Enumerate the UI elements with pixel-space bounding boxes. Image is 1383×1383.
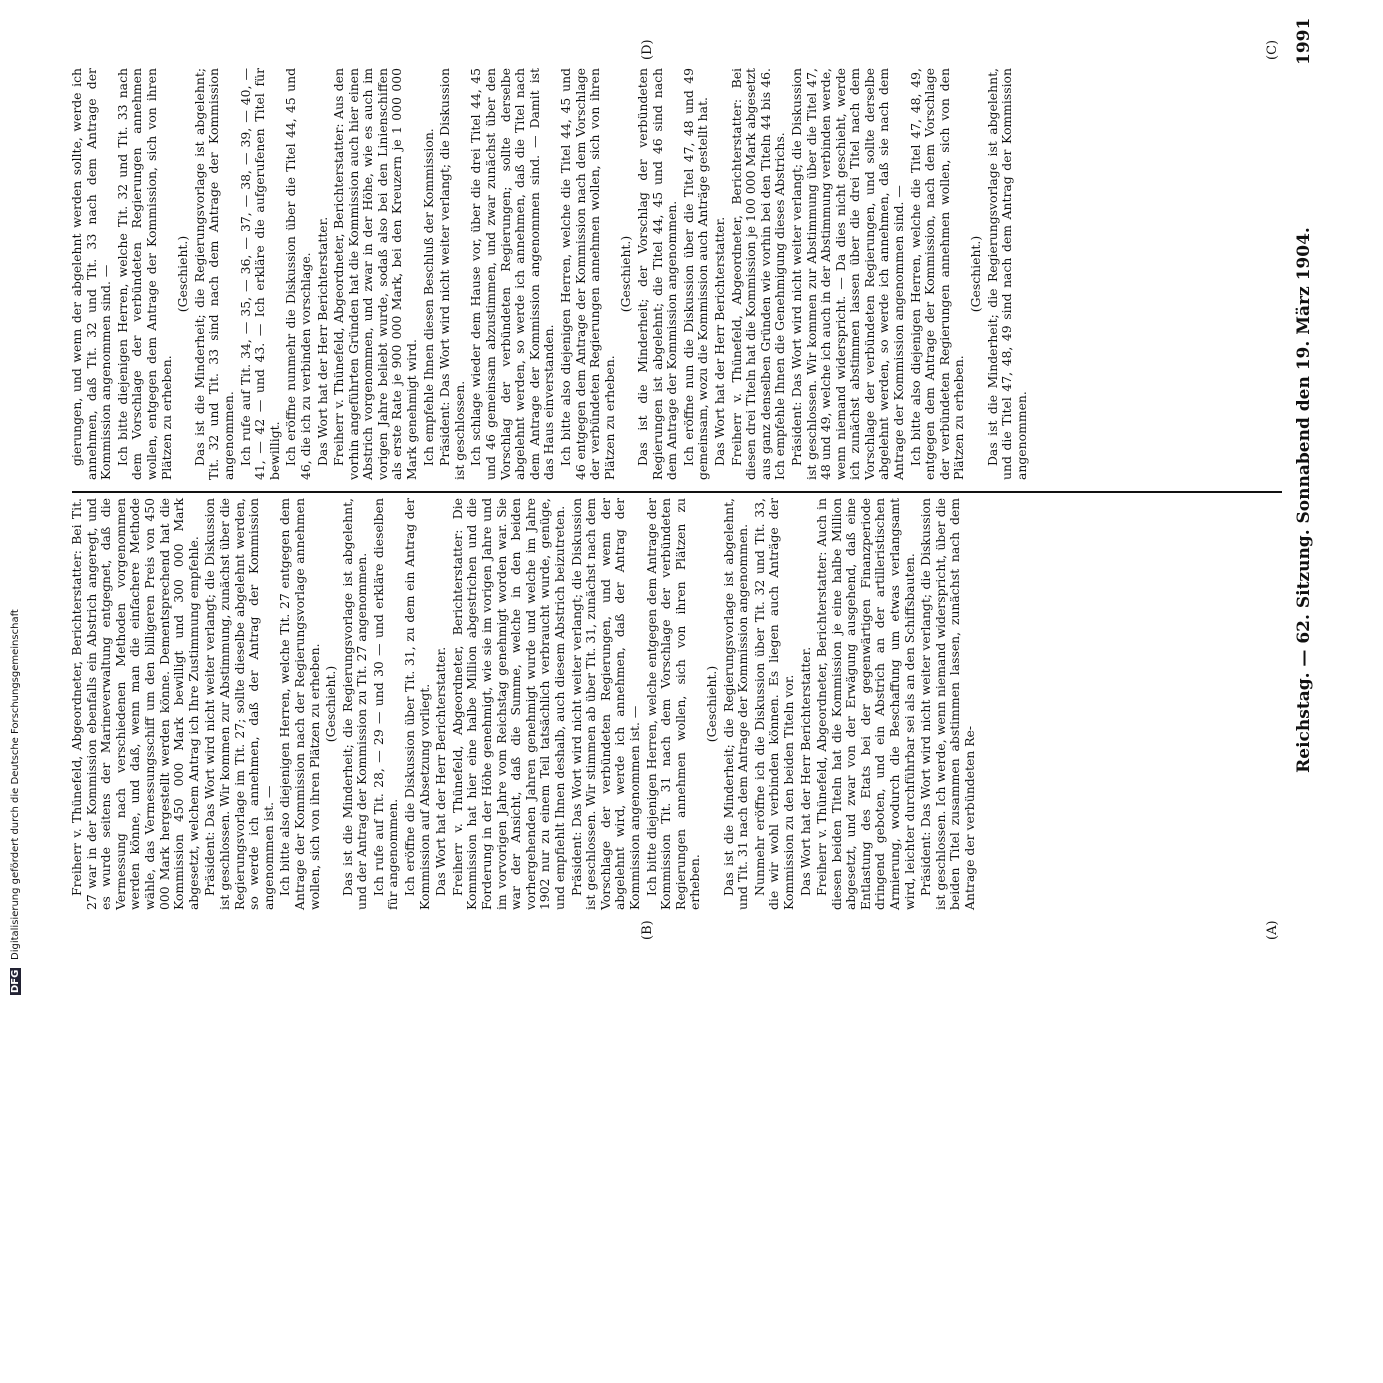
left-paragraph: Präsident: Das Wort wird nicht weiter verlangt; die Diskussion ist geschlossen. Wir stimmen ab über Tit. 31, zunächst nach dem Vorschlage der verbündeten Regierungen, und wenn der abgelehnt wird, werde ich annehmen, daß der Antrag der Kommission angenommen ist. — [568,498,642,910]
right-paragraph: (Geschieht.) [175,235,191,313]
right-paragraph: Das ist die Minderheit; der Vorschlag der verbündeten Regierungen ist abgelehnt; die Titel 44, 45 und 46 sind nach dem Antrage der Kommission angenommen. [634,68,680,480]
margin-marker-b: (B) [640,920,655,940]
left-paragraph: (Geschieht.) [703,665,719,743]
right-paragraph: (Geschieht.) [618,235,634,313]
header-title: Reichstag. — 62. Sitzung. Sonnabend den 19. März 1904. [1294,227,1314,773]
margin-marker-c: (C) [1265,39,1280,60]
footer-text: Digitalisierung gefördert durch die Deutsche Forschungsgemeinschaft [10,609,21,960]
left-paragraph: Das Wort hat der Herr Berichterstatter. [433,646,449,896]
left-paragraph: Ich rufe auf Tit. 28, — 29 — und 30 — und erkläre dieselben für angenommen. [370,498,401,910]
right-paragraph: Ich bitte also diejenigen Herren, welche die Titel 47, 48, 49, entgegen dem Antrage der Kommission, nach dem Vorschlage der verbündeten Regierungen annehmen wollen, sich von den Plätzen zu erheben. [907,68,967,480]
margin-marker-a: (A) [1265,920,1280,940]
left-paragraph: Das ist die Minderheit; die Regierungsvorlage ist abgelehnt, und Tit. 31 nach dem Antrage der Kommission angenommen. [720,498,751,910]
right-paragraph: Ich bitte diejenigen Herren, welche Tit. 32 und Tit. 33 nach dem Vorschlage der verbündeten Regierungen annehmen wollen, entgegen dem Antrage der Kommission, sich von ihren Plätzen zu erheben. [114,68,174,480]
left-paragraph: Freiherr v. Thünefeld, Abgeordneter, Berichterstatter: Bei Tit. 27 war in der Kommission ebenfalls ein Abstrich angeregt, und es wurde seitens der Marineverwaltung entgegnet, daß die Vermessung nach verschiedenen Methoden vorgenommen werden könne, und daß, wenn man die einfachere Methode wähle, das Vermessungsschiff um den billigeren Preis von 450 000 Mark hergestellt werden könne. Dementsprechend hat die Kommission 450 000 Mark bewilligt und 300 000 Mark abgesetzt, welchem Antrag ich Ihre Zustimmung empfehle. [69,498,201,910]
left-paragraph: Präsident: Das Wort wird nicht weiter verlangt; die Diskussion ist geschlossen. Ich werde, wenn niemand widerspricht, über die beiden Titel zusammen abstimmen lassen, zunächst nach dem Antrage der verbündeten Re- [918,498,978,910]
right-paragraph: Das Wort hat der Herr Berichterstatter. [314,216,330,466]
left-paragraph: Das ist die Minderheit; die Regierungsvorlage ist abgelehnt, und der Antrag der Kommission zu Tit. 27 angenommen. [339,498,370,910]
page-number: 1991 [1294,17,1314,65]
left-paragraph: Nunmehr eröffne ich die Diskussion über Tit. 32 und Tit. 33, die wir wohl verbinden können. Es liegen auch Anträge der Kommission zu den beiden Titeln vor. [751,498,796,910]
right-paragraph: Ich eröffne nun die Diskussion über die Titel 47, 48 und 49 gemeinsam, wozu die Kommission auch Anträge gestellt hat. [680,68,711,480]
left-paragraph: (Geschieht.) [323,665,339,743]
left-paragraph: Freiherr v. Thünefeld, Abgeordneter, Berichterstatter: Die Kommission hat hier eine halbe Million abgestrichen und die Forderung in der Höhe genehmigt, wie sie im vorigen Jahre und im vorvorigen Jahre vom Reichstag genehmigt worden war. Sie war der Ansicht, daß die Summe, welche in den beiden vorhergehenden Jahren genehmigt wurde und welche im Jahre 1902 nur zu einem Teil tatsächlich verbraucht wurde, genüge, und empfiehlt Ihnen deshalb, auch diesem Abstrich beizutreten. [449,498,567,910]
right-paragraph: Das ist die Minderheit; die Regierungsvorlage ist abgelehnt, und die Titel 47, 48, 49 sind nach dem Antrag der Kommission angenommen. [984,68,1029,480]
right-paragraph: Präsident: Das Wort wird nicht weiter verlangt; die Diskussion ist geschlossen. [437,68,467,480]
right-paragraph: gierungen, und wenn der abgelehnt werden sollte, werde ich annehmen, daß Tit. 32 und Tit. 33 nach dem Antrage der Kommission angenommen sind. — [69,68,114,480]
right-paragraph: Das Wort hat der Herr Berichterstatter. [711,216,727,466]
text-column-right [70,68,1280,480]
left-paragraph: Das Wort hat der Herr Berichterstatter. [797,646,813,896]
left-paragraph: Präsident: Das Wort wird nicht weiter verlangt; die Diskussion ist geschlossen. Wir kommen zur Abstimmung, zunächst über die Regierungsvorlage im Tit. 27; sollte dieselbe abgelehnt werden, so werde ich annehmen, daß der Antrag der Kommission angenommen ist. — [202,498,276,910]
page-header [1288,0,1324,1000]
right-paragraph: Ich rufe auf Tit. 34, — 35, — 36, — 37, — 38, — 39, — 40, — 41, — 42 — und 43. — Ich erkläre die aufgerufenen Titel für bewilligt. [237,68,282,480]
right-paragraph: Das ist die Minderheit; die Regierungsvorlage ist abgelehnt; Tit. 32 und Tit. 33 sind nach dem Antrage der Kommission angenommen. [191,68,236,480]
footer-credit [4,0,24,1383]
left-paragraph: Ich eröffne die Diskussion über Tit. 31, zu dem ein Antrag der Kommission auf Absetzung vorliegt. [402,498,432,910]
left-paragraph: Freiherr v. Thünefeld, Abgeordneter, Berichterstatter: Auch in diesen beiden Titeln hat die Kommission je eine halbe Million abgesetzt, und zwar von der Erwägung ausgehend, daß eine Entlastung des Etats bei der gegenwärtigen Finanzperiode dringend geboten, und ein Abstrich an der artilleristischen Armierung, wodurch die Beschaffung um etwas verlangsamt wird, leichter durchführbar sei als an den Schiffsbauten. [814,498,917,910]
right-paragraph: Ich schlage wieder dem Hause vor, über die drei Titel 44, 45 und 46 gemeinsam abzustimmen, und zwar zunächst über den Vorschlag der verbündeten Regierungen; sollte derselbe abgelehnt werden, so werde ich annehmen, daß die Titel nach dem Antrage der Kommission angenommen sind. — Damit ist das Haus einverstanden. [468,68,557,480]
left-paragraph: Ich bitte also diejenigen Herren, welche Tit. 27 entgegen dem Antrage der Kommission nach der Regierungsvorlage annehmen wollen, sich von ihren Plätzen zu erheben. [277,498,322,910]
right-paragraph: Freiherr v. Thünefeld, Abgeordneter, Berichterstatter: Bei diesen drei Titeln hat die Kommission je 100 000 Mark abgesetzt aus ganz denselben Gründen wie vorhin bei den Titeln 44 bis 46. Ich empfehle Ihnen die Genehmigung dieses Abstrichs. [728,68,788,480]
text-column-left [70,498,1280,910]
right-paragraph: Ich empfehle Ihnen diesen Beschluß der Kommission. [420,128,436,466]
right-paragraph: Ich eröffne nunmehr die Diskussion über die Titel 44, 45 und 46, die ich zu verbinden vorschlage. [283,68,313,480]
right-paragraph: Freiherr v. Thünefeld, Abgeordneter, Berichterstatter: Aus den vorhin angeführten Gründen hat die Kommission auch hier einen Abstrich vorgenommen, und zwar in der Höhe, wie es auch im vorigen Jahre beliebt wurde, sodaß also bei den Linienschiffen als erste Rate je 900 000 Mark, bei den Kreuzern je 1 000 000 Mark genehmigt wird. [331,68,420,480]
column-divider [72,491,1282,493]
left-paragraph: Ich bitte diejenigen Herren, welche entgegen dem Antrage der Kommission Tit. 31 nach dem Vorschlage der verbündeten Regierungen annehmen wollen, sich von ihren Plätzen zu erheben. [643,498,703,910]
margin-marker-d: (D) [640,39,655,60]
right-paragraph: Ich bitte also diejenigen Herren, welche die Titel 44, 45 und 46 entgegen dem Antrage der Kommission nach dem Vorschlage der verbündeten Regierungen annehmen wollen, sich von ihren Plätzen zu erheben. [558,68,617,480]
right-paragraph: Präsident: Das Wort wird nicht weiter verlangt; die Diskussion ist geschlossen. Wir kommen zur Abstimmung über die Titel 47, 48 und 49, welche ich auch in der Abstimmung verbinden werde, wenn niemand widerspricht. — Da dies nicht geschieht, werde ich zunächst abstimmen lassen über die drei Titel nach dem Vorschlage der verbündeten Regierungen, und sollte derselbe abgelehnt werden, so werde ich annehmen, daß sie nach dem Antrage der Kommission angenommen sind. — [788,68,907,480]
dfg-logo: DFG [10,969,21,993]
right-paragraph: (Geschieht.) [968,235,984,313]
